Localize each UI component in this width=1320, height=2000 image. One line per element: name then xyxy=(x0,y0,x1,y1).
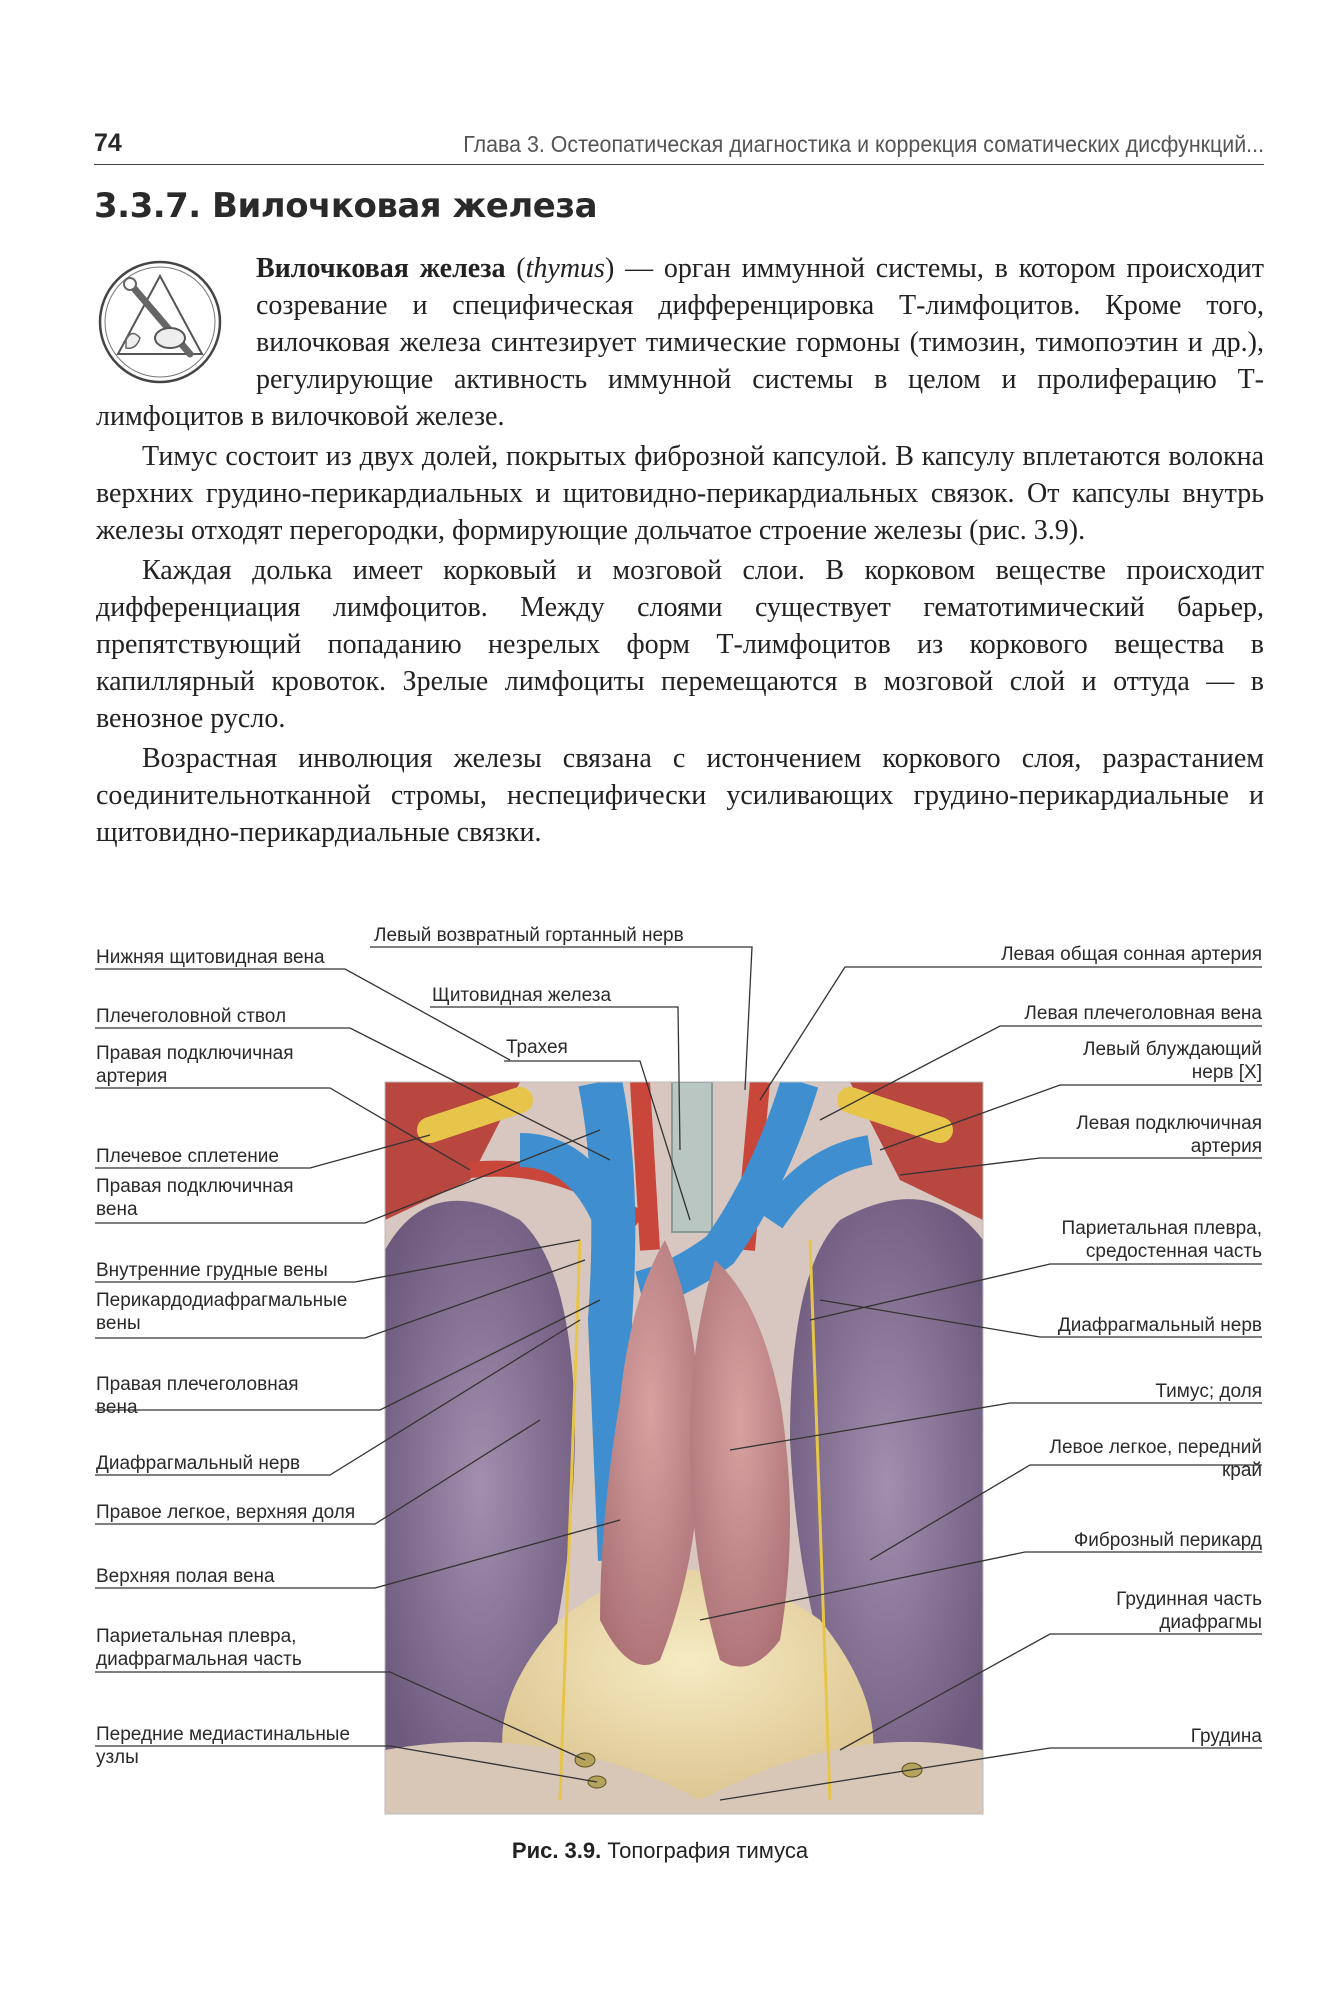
label-parietal-pleura-mediastinal: Париетальная плевра, средостенная часть xyxy=(1061,1218,1262,1262)
paragraph-3: Каждая долька имеет корковый и мозговой слои. В корковом веществе происходит дифференциация лимфоцитов. Между слоями существует гематотимический барьер, препятствующий попаданию незрелых форм Т-лимфоцитов из коркового вещества в капиллярный кровоток. Зрелые лимфоциты перемещаются в мозговой слой и оттуда — в венозное русло. xyxy=(96,555,1264,734)
label-right-subclavian-vein: Правая подключичная вена xyxy=(96,1176,294,1220)
caption-number: Рис. 3.9. xyxy=(511,1838,602,1863)
label-right-brachiocephalic-vein: Правая плечеголовная вена xyxy=(96,1374,299,1418)
page-number: 74 xyxy=(94,129,122,157)
latin-term: thymus xyxy=(525,253,605,284)
label-fibrous-pericardium: Фиброзный перикард xyxy=(1073,1530,1262,1551)
label-pericardiacophrenic-veins: Перикардодиафрагмальные вены xyxy=(96,1290,348,1334)
term-thymus: Вилочковая железа xyxy=(256,253,506,284)
label-thymus-lobe: Тимус; доля xyxy=(1155,1381,1262,1402)
label-left-subclavian-artery: Левая подключичная артерия xyxy=(1076,1113,1262,1157)
figure-caption xyxy=(0,1838,1320,1864)
label-sternal-part-diaphragm: Грудинная часть диафрагмы xyxy=(1116,1589,1262,1633)
caption-text: Топография тимуса xyxy=(601,1838,809,1863)
paragraph-1: Вилочковая железа (thymus) — орган иммунной системы, в котором происходит созревание и специфическая дифференцировка Т-лимфоцитов. Кроме того, вилочковая железа синтезирует тимические гормоны (тимозин, тимопоэтин и др.), регулирующие активность иммунной системы в целом и пролиферацию Т-лимфоцитов в вилочковой железе. xyxy=(96,253,1264,432)
label-inferior-thyroid-vein: Нижняя щитовидная вена xyxy=(96,947,325,968)
label-superior-vena-cava: Верхняя полая вена xyxy=(96,1566,275,1587)
chapter-title: Глава 3. Остеопатическая диагностика и коррекция соматических дисфункций... xyxy=(463,131,1264,157)
label-anterior-mediastinal-nodes: Передние медиастинальные узлы xyxy=(96,1724,351,1768)
label-right-lung-upper-lobe: Правое легкое, верхняя доля xyxy=(96,1502,356,1523)
label-left-common-carotid-artery: Левая общая сонная артерия xyxy=(1001,944,1262,965)
label-left-lung-anterior-border: Левое легкое, передний край xyxy=(1049,1437,1262,1481)
paragraph-2: Тимус состоит из двух долей, покрытых фиброзной капсулой. В капсулу вплетаются волокна верхних грудино-перикардиальных и щитовидно-перикардиальных связок. От капсулы внутрь железы отходят перегородки, формирующие дольчатое строение железы (рис. 3.9). xyxy=(96,441,1264,546)
label-internal-thoracic-veins: Внутренние грудные вены xyxy=(96,1260,328,1281)
label-left-vagus-nerve: Левый блуждающий нерв [X] xyxy=(1083,1039,1262,1083)
body-text xyxy=(96,250,1264,851)
label-left-brachiocephalic-vein: Левая плечеголовная вена xyxy=(1024,1003,1262,1024)
label-right-subclavian-artery: Правая подключичная артерия xyxy=(96,1043,294,1087)
label-brachiocephalic-trunk: Плечеголовной ствол xyxy=(96,1006,287,1027)
label-left-recurrent-laryngeal-nerve: Левый возвратный гортанный нерв xyxy=(374,925,684,946)
section-title: 3.3.7. Вилочковая железа xyxy=(94,186,598,226)
label-brachial-plexus: Плечевое сплетение xyxy=(96,1146,279,1167)
label-parietal-pleura-diaphragmatic: Париетальная плевра, диафрагмальная часть xyxy=(96,1626,302,1670)
paragraph-4: Возрастная инволюция железы связана с истончением коркового слоя, разрастанием соединительнотканной стромы, неспецифически усиливающих грудино-перикардиальные и щитовидно-перикардиальные связки. xyxy=(96,743,1264,848)
running-header xyxy=(94,118,1264,165)
label-phrenic-nerve-right: Диафрагмальный нерв xyxy=(96,1453,301,1474)
label-sternum: Грудина xyxy=(1190,1726,1262,1747)
label-phrenic-nerve-left: Диафрагмальный нерв xyxy=(1057,1315,1262,1336)
label-thyroid-gland: Щитовидная железа xyxy=(432,985,612,1006)
label-trachea: Трахея xyxy=(506,1037,568,1058)
